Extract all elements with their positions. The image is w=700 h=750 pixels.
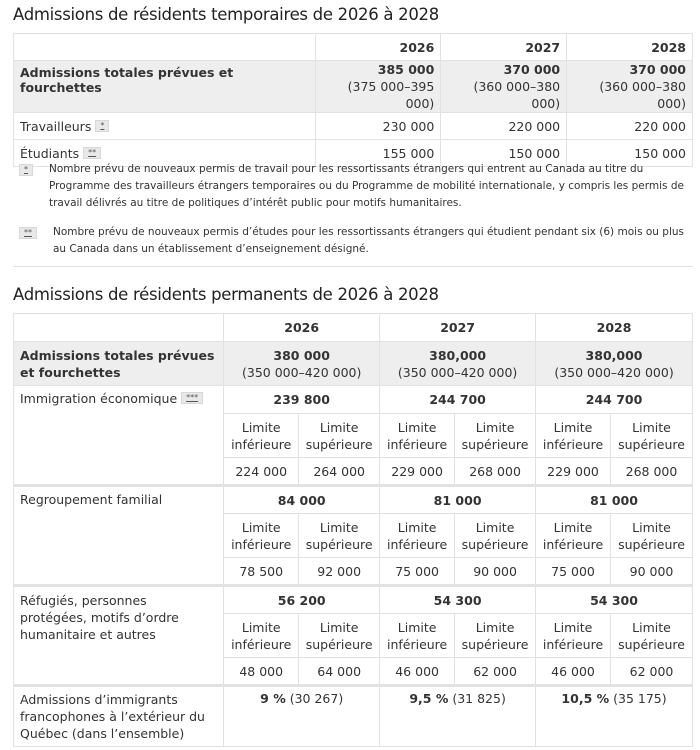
lower-bound-header: Limite inférieure bbox=[224, 514, 299, 558]
upper-bound-value: 264 000 bbox=[299, 458, 380, 486]
lower-bound-value: 75 000 bbox=[380, 558, 455, 586]
lower-bound-value: 46 000 bbox=[536, 658, 611, 686]
temporary-residents-title: Admissions de résidents temporaires de 2026 à 2028 bbox=[13, 5, 439, 24]
footnotes-list bbox=[13, 161, 693, 268]
category-total: 244 700 bbox=[380, 386, 536, 414]
table-header-row bbox=[14, 34, 693, 61]
total-cell bbox=[224, 342, 380, 386]
total-range: (360 000–380 000) bbox=[473, 79, 561, 111]
upper-bound-value: 92 000 bbox=[299, 558, 380, 586]
category-total: 81 000 bbox=[380, 486, 536, 514]
upper-bound-header: Limite supérieure bbox=[611, 614, 693, 658]
category-label-cell bbox=[14, 586, 224, 686]
table-row bbox=[14, 113, 693, 140]
temporary-residents-table bbox=[13, 33, 693, 167]
category-total: 54 300 bbox=[380, 586, 536, 614]
total-value: 370 000 bbox=[503, 62, 561, 77]
empty-header-cell bbox=[14, 34, 316, 61]
year-header: 2028 bbox=[536, 314, 693, 342]
footnote-link[interactable]: ** bbox=[83, 147, 101, 159]
lower-bound-value: 48 000 bbox=[224, 658, 299, 686]
upper-bound-value: 268 000 bbox=[611, 458, 693, 486]
upper-bound-header: Limite supérieure bbox=[299, 614, 380, 658]
category-total-row bbox=[14, 486, 693, 514]
francophone-label: Admissions d’immigrants francophones à l’extérieur du Québec (dans l’ensemble) bbox=[14, 686, 224, 747]
category-label-cell bbox=[14, 386, 224, 486]
upper-bound-value: 62 000 bbox=[611, 658, 693, 686]
total-value: 380 000 bbox=[273, 347, 330, 363]
year-header: 2026 bbox=[315, 34, 441, 61]
total-cell bbox=[315, 61, 441, 113]
footnote-item bbox=[13, 224, 693, 258]
total-range: (375 000–395 000) bbox=[347, 79, 435, 111]
year-header: 2026 bbox=[224, 314, 380, 342]
francophone-percent: 9,5 % bbox=[409, 691, 449, 706]
francophone-cell bbox=[224, 686, 380, 747]
table-header-row bbox=[14, 314, 693, 342]
footnote-return-link[interactable]: ** bbox=[19, 227, 37, 239]
upper-bound-value: 64 000 bbox=[299, 658, 380, 686]
category-total-row bbox=[14, 386, 693, 414]
francophone-percent: 9 % bbox=[260, 691, 286, 706]
francophone-count: (35 175) bbox=[609, 691, 667, 706]
total-cell bbox=[441, 61, 567, 113]
category-label-cell bbox=[14, 486, 224, 586]
upper-bound-value: 90 000 bbox=[455, 558, 536, 586]
total-row bbox=[14, 342, 693, 386]
francophone-cell bbox=[536, 686, 693, 747]
lower-bound-value: 229 000 bbox=[536, 458, 611, 486]
total-row bbox=[14, 61, 693, 113]
lower-bound-header: Limite inférieure bbox=[224, 614, 299, 658]
lower-bound-value: 78 500 bbox=[224, 558, 299, 586]
section-divider bbox=[13, 266, 693, 267]
category-label: Réfugiés, personnes protégées, motifs d’ordre humanitaire et autres bbox=[20, 593, 179, 642]
lower-bound-value: 229 000 bbox=[380, 458, 455, 486]
francophone-count: (31 825) bbox=[448, 691, 506, 706]
year-header: 2027 bbox=[441, 34, 567, 61]
francophone-count: (30 267) bbox=[285, 691, 344, 706]
year-header: 2028 bbox=[567, 34, 693, 61]
footnote-link[interactable]: * bbox=[95, 120, 109, 132]
total-range: (350 000–420 000) bbox=[554, 364, 674, 380]
lower-bound-header: Limite inférieure bbox=[536, 514, 611, 558]
lower-bound-header: Limite inférieure bbox=[536, 414, 611, 458]
upper-bound-value: 62 000 bbox=[455, 658, 536, 686]
permanent-residents-table bbox=[13, 313, 693, 747]
footnote-text: Nombre prévu de nouveaux permis d’études pour les ressortissants étrangers qui étudient pendant six (6) mois ou plus au Canada dans un établissement d’enseignement désigné. bbox=[53, 226, 684, 255]
footnote-text: Nombre prévu de nouveaux permis de travail pour les ressortissants étrangers qui entrent au Canada au titre du Programme des travailleurs étrangers temporaires ou du Programme de mobilité internationale, y compris les permis de travail délivrés au titre de politiques d’intérêt public pour motifs humanitaires. bbox=[49, 163, 684, 209]
total-cell bbox=[536, 342, 693, 386]
category-label: Immigration économique bbox=[20, 391, 178, 406]
total-value: 370 000 bbox=[629, 62, 686, 77]
footnote-link[interactable]: *** bbox=[181, 392, 203, 404]
lower-bound-value: 46 000 bbox=[380, 658, 455, 686]
value-cell: 220 000 bbox=[567, 113, 693, 140]
category-total: 81 000 bbox=[536, 486, 693, 514]
total-row-label: Admissions totales prévues et fourchettes bbox=[14, 342, 224, 386]
total-row-label: Admissions totales prévues et fourchettes bbox=[14, 61, 316, 113]
upper-bound-header: Limite supérieure bbox=[299, 514, 380, 558]
category-total: 244 700 bbox=[536, 386, 693, 414]
permanent-residents-title: Admissions de résidents permanents de 2026 à 2028 bbox=[13, 285, 439, 304]
value-cell: 220 000 bbox=[441, 113, 567, 140]
francophone-row bbox=[14, 686, 693, 747]
footnote-return-link[interactable]: * bbox=[19, 164, 33, 176]
lower-bound-header: Limite inférieure bbox=[536, 614, 611, 658]
value-cell: 150 000 bbox=[567, 140, 693, 167]
row-label-cell bbox=[14, 113, 316, 140]
empty-header-cell bbox=[14, 314, 224, 342]
category-total: 56 200 bbox=[224, 586, 380, 614]
value-cell: 150 000 bbox=[441, 140, 567, 167]
value-cell: 155 000 bbox=[315, 140, 441, 167]
lower-bound-header: Limite inférieure bbox=[224, 414, 299, 458]
lower-bound-header: Limite inférieure bbox=[380, 414, 455, 458]
upper-bound-header: Limite supérieure bbox=[611, 414, 693, 458]
upper-bound-header: Limite supérieure bbox=[455, 614, 536, 658]
total-range: (350 000–420 000) bbox=[241, 364, 362, 380]
total-cell bbox=[567, 61, 693, 113]
category-total-row bbox=[14, 586, 693, 614]
total-range: (350 000–420 000) bbox=[397, 364, 518, 380]
value-cell: 230 000 bbox=[315, 113, 441, 140]
lower-bound-header: Limite inférieure bbox=[380, 614, 455, 658]
upper-bound-header: Limite supérieure bbox=[611, 514, 693, 558]
category-total: 84 000 bbox=[224, 486, 380, 514]
lower-bound-value: 224 000 bbox=[224, 458, 299, 486]
upper-bound-header: Limite supérieure bbox=[455, 514, 536, 558]
row-label: Travailleurs bbox=[20, 118, 92, 134]
total-value: 380,000 bbox=[429, 347, 487, 363]
total-value: 380,000 bbox=[585, 347, 643, 363]
lower-bound-value: 75 000 bbox=[536, 558, 611, 586]
total-range: (360 000–380 000) bbox=[599, 79, 686, 111]
category-total: 54 300 bbox=[536, 586, 693, 614]
category-label: Regroupement familial bbox=[20, 492, 163, 507]
total-value: 385 000 bbox=[377, 62, 435, 77]
francophone-cell bbox=[380, 686, 536, 747]
row-label: Étudiants bbox=[20, 145, 80, 161]
francophone-percent: 10,5 % bbox=[561, 691, 610, 706]
total-cell bbox=[380, 342, 536, 386]
upper-bound-header: Limite supérieure bbox=[455, 414, 536, 458]
upper-bound-value: 268 000 bbox=[455, 458, 536, 486]
footnote-item bbox=[13, 161, 693, 212]
lower-bound-header: Limite inférieure bbox=[380, 514, 455, 558]
upper-bound-value: 90 000 bbox=[611, 558, 693, 586]
upper-bound-header: Limite supérieure bbox=[299, 414, 380, 458]
category-total: 239 800 bbox=[224, 386, 380, 414]
year-header: 2027 bbox=[380, 314, 536, 342]
